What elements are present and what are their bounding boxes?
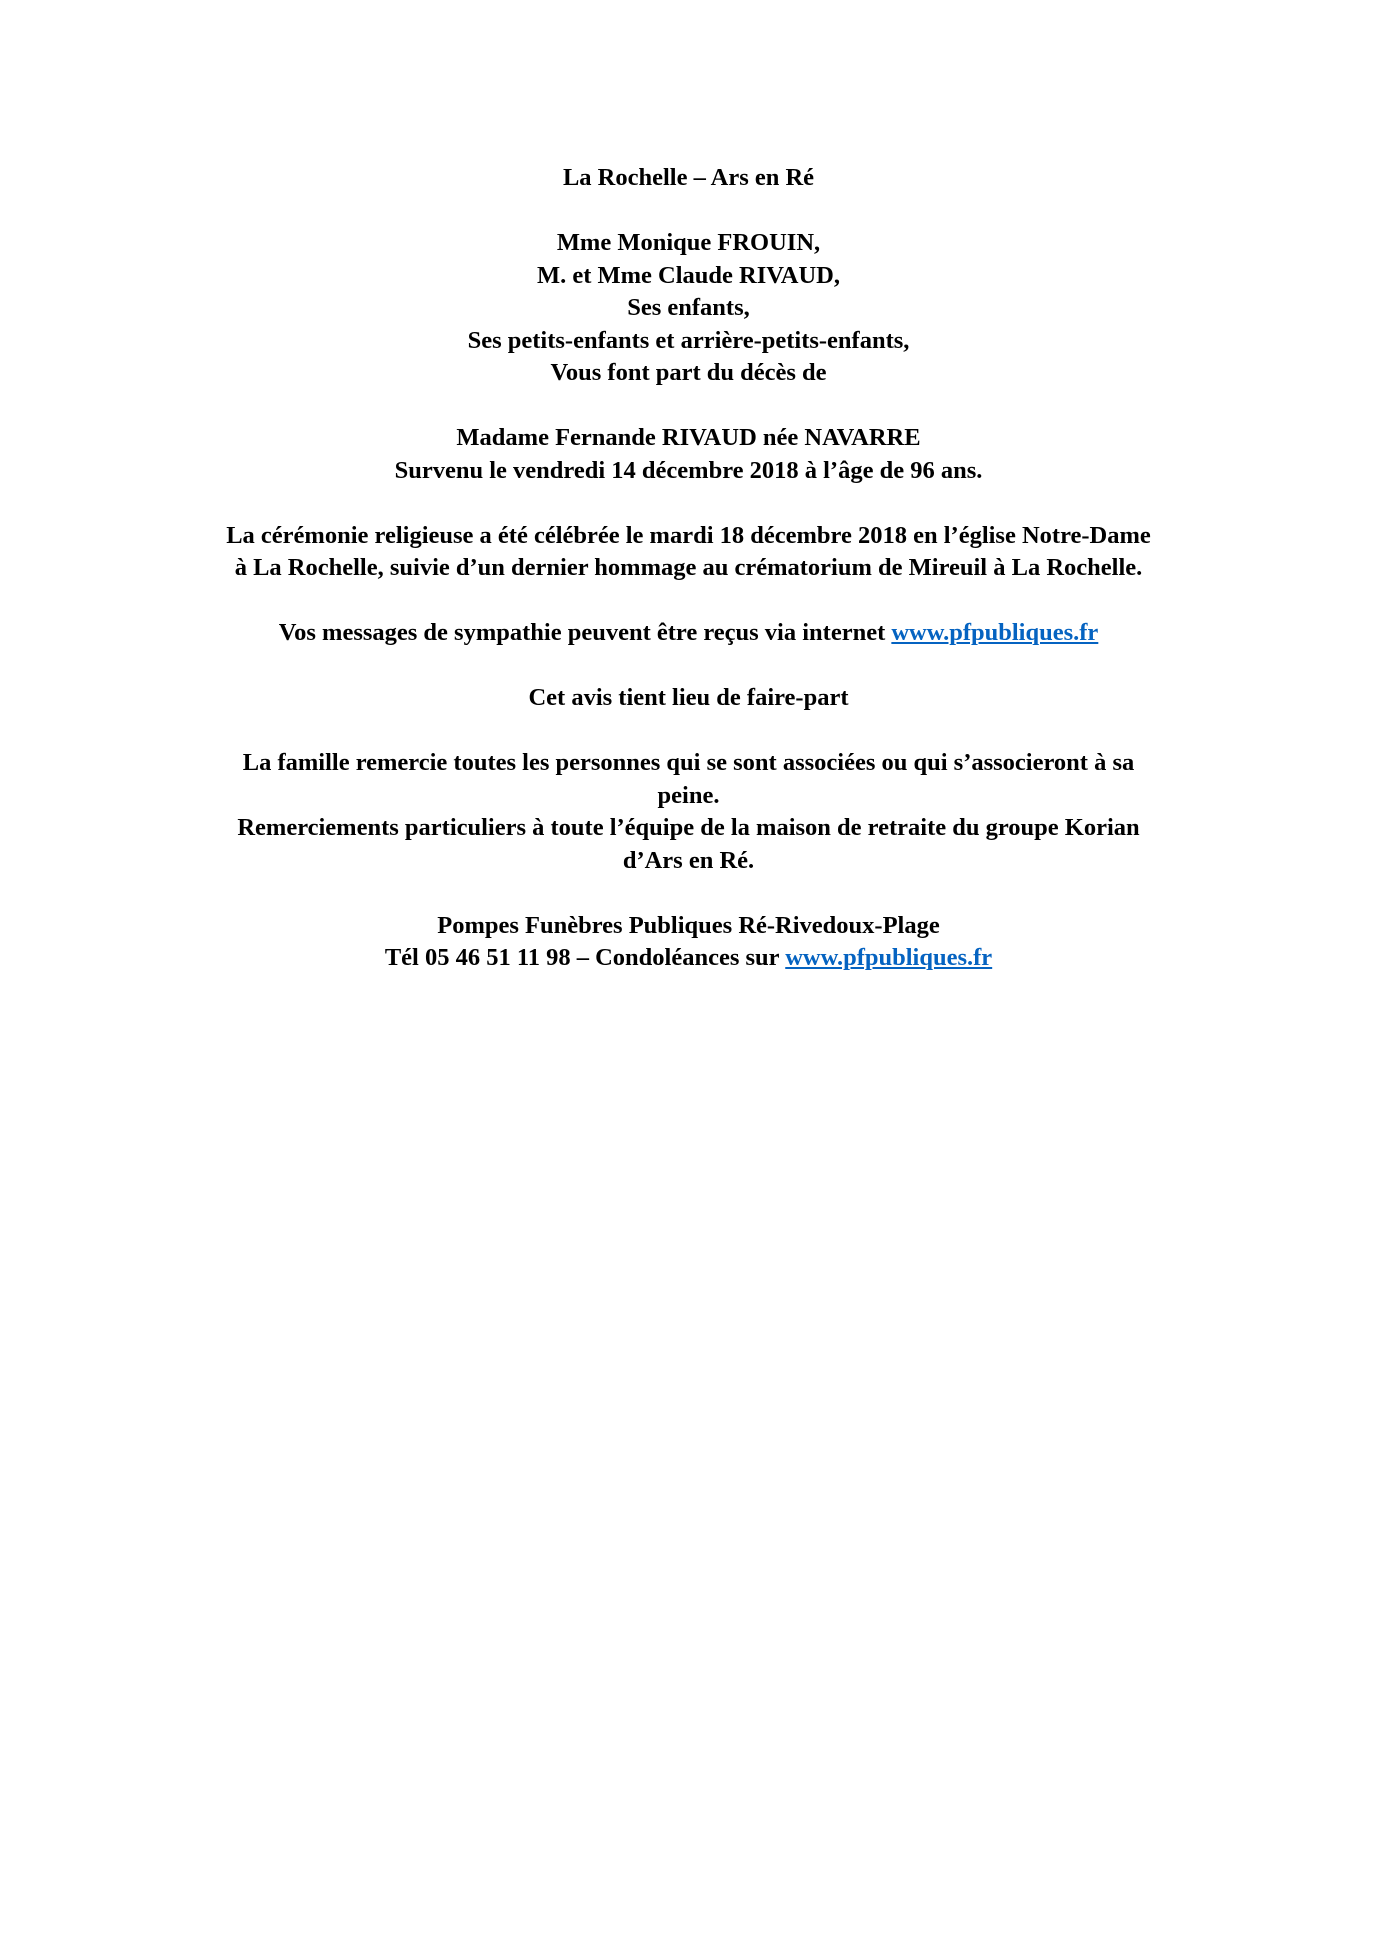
messages-text: Vos messages de sympathie peuvent être reçus via internet xyxy=(278,619,892,646)
thanks-line-2: peine. xyxy=(657,781,720,809)
ceremony-line-1: La cérémonie religieuse a été célébrée le mardi 18 décembre 2018 en l’église Notre-Dame xyxy=(226,521,1151,549)
thanks-line-3: Remerciements particuliers à toute l’équipe de la maison de retraite du groupe Korian xyxy=(237,814,1140,841)
spacer xyxy=(150,877,1227,910)
spacer xyxy=(150,487,1227,520)
condolences-link[interactable]: www.pfpubliques.fr xyxy=(785,944,993,971)
funeral-home-name: Pompes Funèbres Publiques Ré-Rivedoux-Plage xyxy=(437,911,940,939)
family-line-2: M. et Mme Claude RIVAUD, xyxy=(536,261,841,289)
funeral-home-block xyxy=(150,910,1227,975)
deceased-name: Madame Fernande RIVAUD née NAVARRE xyxy=(456,424,921,451)
funeral-home-contact-line xyxy=(150,942,1227,975)
location-line xyxy=(150,162,1227,195)
spacer xyxy=(150,585,1227,618)
spacer xyxy=(150,195,1227,228)
family-block xyxy=(150,227,1227,390)
ceremony-block xyxy=(150,520,1227,585)
funeral-home-contact-text: Tél 05 46 51 11 98 – Condoléances sur xyxy=(384,944,786,971)
family-line-3: Ses enfants, xyxy=(627,294,750,321)
thanks-block xyxy=(150,747,1227,877)
family-line-1: Mme Monique FROUIN, xyxy=(556,229,821,256)
spacer xyxy=(150,390,1227,423)
deceased-date-line: Survenu le vendredi 14 décembre 2018 à l’âge de 96 ans. xyxy=(394,456,983,484)
spacer xyxy=(150,715,1227,748)
website-link[interactable]: www.pfpubliques.fr xyxy=(891,619,1099,646)
messages-block xyxy=(150,617,1227,650)
spacer xyxy=(150,650,1227,683)
deceased-block xyxy=(150,422,1227,487)
location-text: La Rochelle – Ars en Ré xyxy=(562,164,815,191)
ceremony-line-2: à La Rochelle, suivie d’un dernier hommage au crématorium de Mireuil à La Rochelle. xyxy=(234,554,1143,581)
thanks-line-1: La famille remercie toutes les personnes qui se sont associées ou qui s’associeront à sa xyxy=(242,749,1135,776)
messages-line xyxy=(150,617,1227,650)
faire-part-block xyxy=(150,682,1227,715)
family-line-4: Ses petits-enfants et arrière-petits-enfants, xyxy=(467,326,910,354)
obituary-notice xyxy=(150,162,1227,975)
thanks-line-4: d’Ars en Ré. xyxy=(622,846,755,874)
family-line-5: Vous font part du décès de xyxy=(550,359,827,386)
faire-part-text: Cet avis tient lieu de faire-part xyxy=(528,684,849,711)
